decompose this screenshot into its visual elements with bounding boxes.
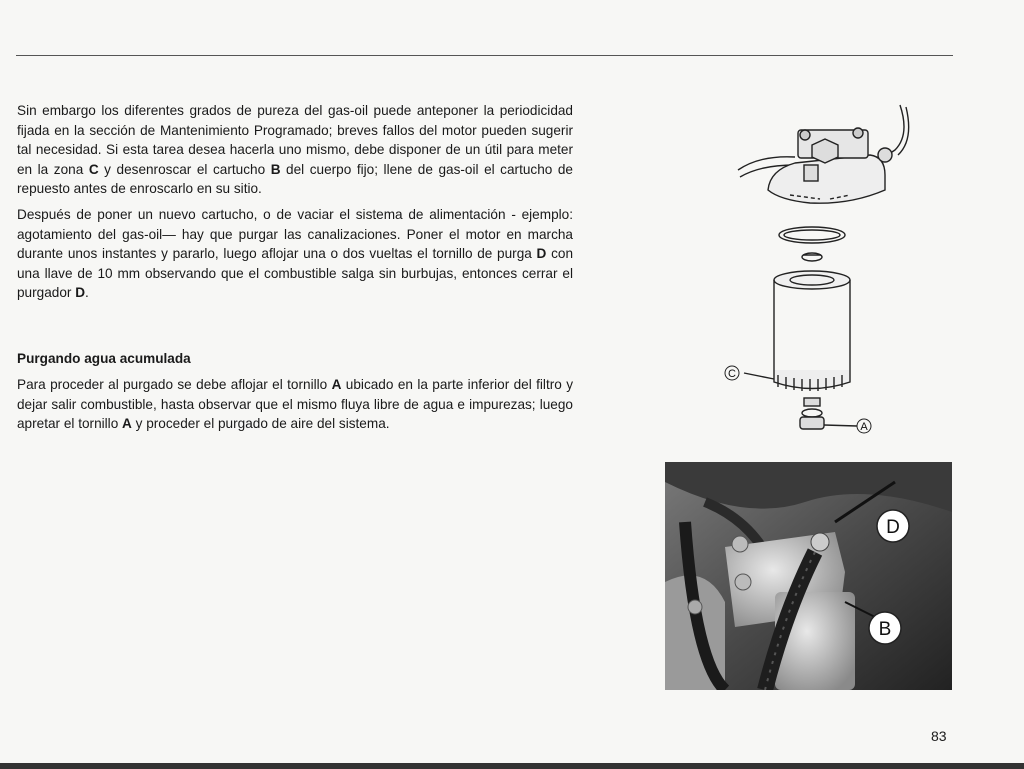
- p1-text-3: del cuerpo fijo; llene de gas-oil el cartucho de repuesto antes de enroscarlo en su sitio.: [17, 161, 573, 197]
- page-number: 83: [931, 728, 947, 744]
- bottom-edge: [0, 763, 1024, 769]
- diagram-label-a: A: [860, 421, 868, 433]
- p1-text-1: Sin embargo los diferentes grados de pureza del gas-oil puede anteponer la periodicidad fijada en la sección de Mantenimiento Programado; breves fallos del motor pueden sugerir tal necesidad. Si esta tarea desea hacerla uno mismo, debe disponer de un útil para meter en la zona: [17, 103, 573, 177]
- p3-text-1: Para proceder al purgado se debe aflojar el tornillo: [17, 377, 332, 392]
- paragraph-3: [17, 375, 573, 434]
- p3-bold-a-2: A: [122, 416, 132, 432]
- photo-label-d: D: [886, 517, 900, 538]
- photo-label-b: B: [878, 619, 892, 640]
- engine-filter-photo: [665, 462, 952, 690]
- p2-bold-d: D: [536, 246, 547, 262]
- p2-bold-d-2: D: [75, 285, 86, 301]
- p2-text-3: .: [85, 285, 89, 301]
- p2-text-1: Después de poner un nuevo cartucho, o de vaciar el sistema de alimentación - ejemplo: agotamiento del gas-oil— hay que purgar las canalizaciones. Poner el motor en marcha durante unos instantes y pararlo, luego aflojar una o dos vueltas el tornillo de purga: [17, 206, 573, 262]
- header-rule: [16, 55, 953, 56]
- p1-bold-c: C: [88, 161, 99, 177]
- p1-bold-b: B: [270, 161, 281, 177]
- diagram-label-c: C: [728, 368, 736, 380]
- p3-text-3: y proceder el purgado de aire del sistema.: [131, 416, 390, 432]
- paragraph-1: [17, 101, 573, 199]
- p3-bold-a: A: [331, 377, 342, 392]
- p2-text-2: con una llave de 10 mm observando que el combustible salga sin burbujas, entonces cerrar el purgador: [17, 246, 574, 301]
- section-heading: Purgando agua acumulada: [17, 351, 191, 366]
- fuel-filter-diagram: [700, 95, 940, 445]
- paragraph-2: [17, 205, 573, 303]
- p3-text-2: ubicado en la parte inferior del filtro y dejar salir combustible, hasta observar que el mismo fluya libre de agua e impurezas; luego apretar el tornillo: [17, 377, 574, 432]
- p1-text-2: y desenroscar el cartucho: [98, 161, 271, 177]
- body-text: [17, 101, 573, 309]
